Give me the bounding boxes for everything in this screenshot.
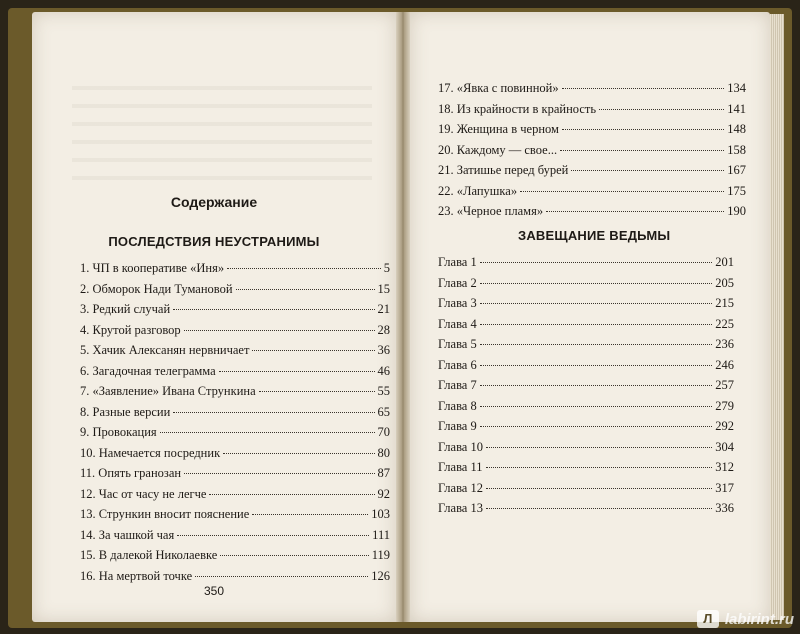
dot-leader [480,365,713,366]
dot-leader [486,447,712,448]
toc-entry-page: 236 [715,337,734,351]
dot-leader [236,289,375,290]
toc-entry-title: 22. «Лапушка» [438,183,518,198]
dot-leader [219,371,375,372]
toc-entry-title: 21. Затишье перед бурей [438,163,569,177]
toc-entry-title: 4. Крутой разговор [80,322,181,337]
toc-entry-title: 17. «Явка с повинной» [438,81,559,95]
watermark-text: labirint.ru [724,610,794,628]
toc-entry [80,258,390,279]
toc-entry-title: 23. «Черное пламя» [438,204,544,218]
dot-leader [259,391,375,392]
toc-entry [438,478,734,499]
toc-entry [438,416,734,437]
toc-entry-title: Глава 10 [438,439,483,454]
toc-entry-title: Глава 1 [438,255,477,269]
toc-entry [80,463,390,484]
toc-entry-title: 18. Из крайности в крайность [438,101,597,116]
dot-leader [486,467,713,468]
dot-leader [252,350,374,351]
dot-leader [252,514,368,515]
toc-entry [80,504,390,525]
dot-leader [480,406,713,407]
toc-entry [438,119,746,140]
toc-entry-page: 141 [727,101,746,116]
toc-entry [80,422,390,443]
toc-entry [80,299,390,320]
left-page [32,12,396,622]
toc-list-continued [438,78,746,222]
toc-entry [80,525,390,546]
toc-entry [438,334,734,355]
toc-entry-page: 246 [715,357,734,372]
dot-leader [480,426,713,427]
dot-leader [223,453,374,454]
toc-entry [438,78,746,99]
toc-entry [438,498,734,519]
toc-entry-title: 11. Опять гранозан [80,466,182,480]
toc-entry-title: Глава 6 [438,357,477,372]
toc-entry-title: 10. Намечается посредник [80,445,221,460]
toc-entry-title: 8. Разные версии [80,404,171,419]
toc-entry-page: 175 [727,183,746,198]
toc-entry [438,293,734,314]
page-number: 350 [203,584,225,598]
toc-entry-page: 304 [715,439,734,454]
toc-entry-title: 1. ЧП в кооперативе «Иня» [80,261,225,275]
bleed-through-text [72,72,372,192]
toc-entry-page: 225 [715,316,734,331]
toc-entry-title: Глава 5 [438,337,477,351]
dot-leader [480,385,713,386]
toc-entry-page: 292 [715,419,734,433]
toc-entry [438,375,734,396]
dot-leader [480,344,713,345]
section-title-right: ЗАВЕЩАНИЕ ВЕДЬМЫ [518,228,671,243]
toc-entry-title: Глава 7 [438,378,477,392]
toc-entry-page: 134 [727,81,746,95]
page-edges [770,14,784,620]
toc-entry [438,273,734,294]
toc-entry-page: 87 [377,466,390,480]
toc-entry-page: 5 [383,261,390,275]
dot-leader [177,535,369,536]
labirint-logo-icon: Л [697,610,719,628]
toc-entry-title: 6. Загадочная телеграмма [80,363,216,378]
toc-entry-title: Глава 3 [438,296,477,310]
toc-title: Содержание [170,194,258,210]
dot-leader [486,508,712,509]
toc-entry [438,140,746,161]
toc-entry-page: 312 [715,460,734,474]
toc-entry [438,201,746,222]
toc-list-left [80,258,390,586]
dot-leader [227,268,381,269]
toc-entry-page: 92 [377,486,390,501]
toc-entry-title: 16. На мертвой точке [80,568,193,583]
toc-entry-title: 3. Редкий случай [80,302,171,316]
toc-entry [438,99,746,120]
toc-entry-title: 2. Обморок Нади Тумановой [80,281,233,296]
toc-entry-page: 65 [377,404,390,419]
toc-entry-title: 7. «Заявление» Ивана Стрункина [80,384,256,398]
toc-entry-page: 55 [377,384,390,398]
toc-entry-title: Глава 13 [438,501,483,515]
toc-entry-page: 336 [715,501,734,515]
dot-leader [599,109,724,110]
toc-entry-title: Глава 9 [438,419,477,433]
section-title-left: ПОСЛЕДСТВИЯ НЕУСТРАНИМЫ [108,234,320,249]
toc-entry [438,437,734,458]
dot-leader [173,412,374,413]
dot-leader [220,555,368,556]
toc-entry [80,566,390,587]
toc-entry-page: 15 [377,281,390,296]
dot-leader [195,576,368,577]
toc-entry-page: 201 [715,255,734,269]
toc-entry-title: Глава 8 [438,398,477,413]
dot-leader [184,330,375,331]
toc-entry [80,443,390,464]
toc-entry-page: 36 [377,343,390,357]
toc-entry-page: 167 [727,163,746,177]
toc-entry [438,457,734,478]
toc-entry [80,484,390,505]
dot-leader [520,191,724,192]
toc-entry [80,320,390,341]
toc-entry-title: 15. В далекой Николаевке [80,548,218,562]
toc-entry-page: 215 [715,296,734,310]
toc-entry [80,279,390,300]
toc-entry [438,314,734,335]
toc-entry-page: 148 [727,122,746,136]
toc-entry-page: 279 [715,398,734,413]
right-page [410,12,770,622]
toc-entry-page: 46 [377,363,390,378]
toc-entry-page: 257 [715,378,734,392]
dot-leader [546,211,724,212]
dot-leader [480,283,713,284]
toc-entry-page: 126 [371,568,390,583]
toc-list-chapters [438,252,734,519]
toc-entry [80,340,390,361]
toc-entry-page: 28 [377,322,390,337]
open-book [8,8,792,628]
toc-entry [438,396,734,417]
dot-leader [486,488,712,489]
book-gutter [396,12,410,622]
toc-entry [438,355,734,376]
toc-entry-title: 13. Стрункин вносит пояснение [80,507,250,521]
dot-leader [480,262,713,263]
toc-entry-title: 9. Провокация [80,425,157,439]
toc-entry [438,160,746,181]
dot-leader [480,303,713,304]
toc-entry-title: Глава 11 [438,460,483,474]
toc-entry-page: 103 [371,507,390,521]
toc-entry [80,381,390,402]
toc-entry-page: 317 [715,480,734,495]
watermark [697,610,794,628]
toc-entry [80,402,390,423]
toc-entry-title: 5. Хачик Алексанян нервничает [80,343,250,357]
dot-leader [571,170,724,171]
toc-entry-title: 19. Женщина в черном [438,122,559,136]
toc-entry-page: 158 [727,142,746,157]
toc-entry [438,181,746,202]
dot-leader [173,309,374,310]
toc-entry-page: 111 [372,527,390,542]
toc-entry-page: 205 [715,275,734,290]
dot-leader [480,324,713,325]
toc-entry-page: 190 [727,204,746,218]
toc-entry-title: Глава 2 [438,275,477,290]
dot-leader [209,494,374,495]
toc-entry [80,361,390,382]
toc-entry-title: 12. Час от часу не легче [80,486,207,501]
toc-entry-page: 21 [377,302,390,316]
toc-entry-title: 14. За чашкой чая [80,527,175,542]
toc-entry [438,252,734,273]
dot-leader [160,432,375,433]
toc-entry-title: Глава 12 [438,480,483,495]
dot-leader [184,473,374,474]
toc-entry-page: 119 [371,548,390,562]
dot-leader [562,88,725,89]
toc-entry-title: Глава 4 [438,316,477,331]
toc-entry-title: 20. Каждому — свое... [438,142,558,157]
dot-leader [560,150,724,151]
toc-entry [80,545,390,566]
toc-entry-page: 80 [377,445,390,460]
toc-entry-page: 70 [377,425,390,439]
dot-leader [562,129,724,130]
